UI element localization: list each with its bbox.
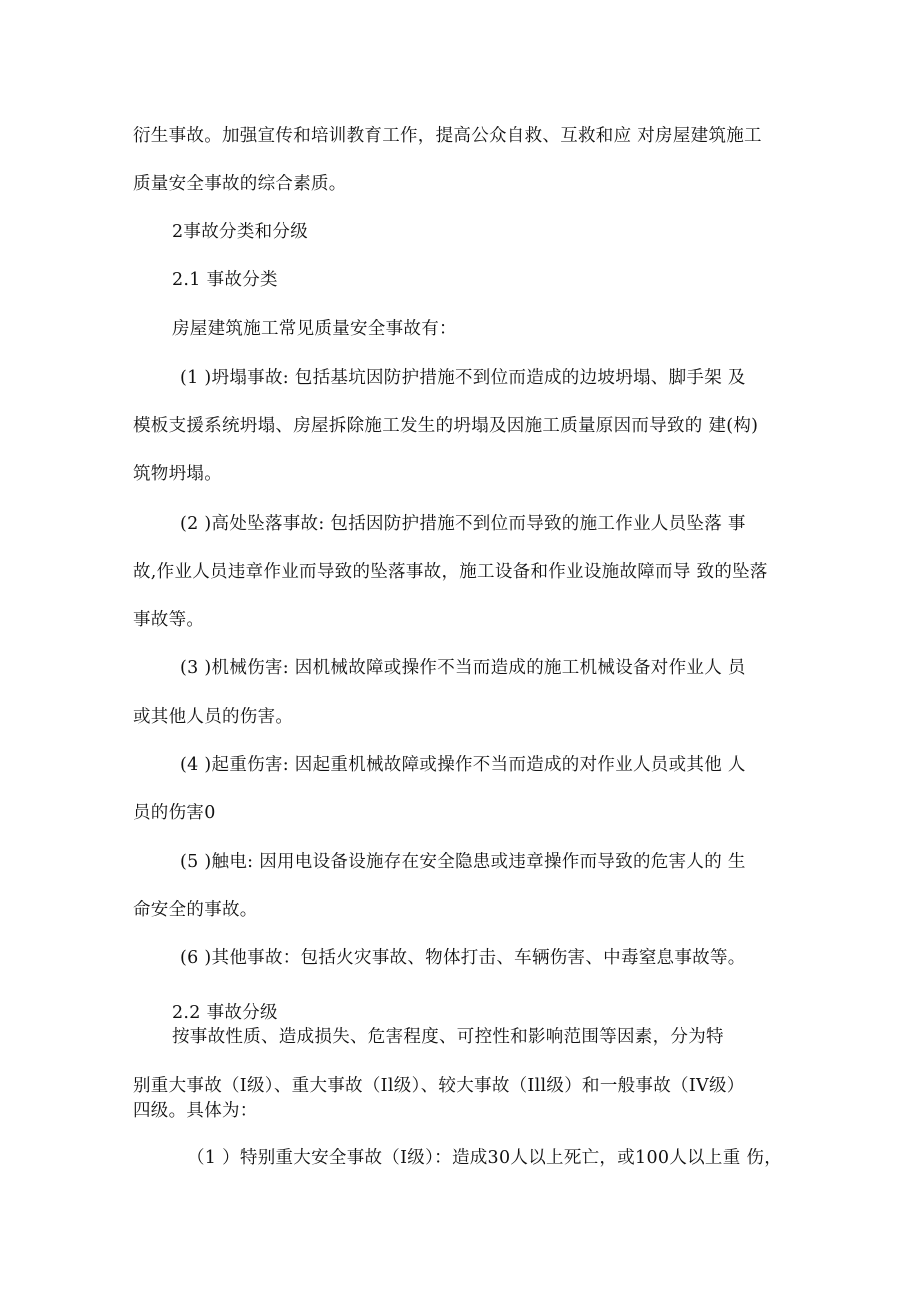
list-item: （1 ）特别重大安全事故（I级）：造成30人以上死亡，或100人以上重 伤， [187,1148,782,1168]
text-line: 或其他人员的伤害。 [133,707,294,727]
text-line: 事故等。 [133,610,205,630]
list-item: (1 )坍塌事故: 包括基坑因防护措施不到位而造成的边坡坍塌、脚手架 及 [180,368,746,388]
list-item: (5 )触电: 因用电设备设施存在安全隐患或违章操作而导致的危害人的 生 [180,852,746,872]
text-line: 故,作业人员违章作业而导致的坠落事故，施工设备和作业设施故障而导 致的坠落 [133,562,768,582]
text-line: 命安全的事故。 [133,900,258,920]
list-item: (3 )机械伤害: 因机械故障或操作不当而造成的施工机械设备对作业人 员 [180,658,746,678]
list-item: (4 )起重伤害: 因起重机械故障或操作不当而造成的对作业人员或其他 人 [180,755,746,775]
list-item: (6 )其他事故：包括火灾事故、物体打击、车辆伤害、中毒窒息事故等。 [180,948,746,968]
text-line: 质量安全事故的综合素质。 [133,174,347,194]
text-line: 衍生事故。加强宣传和培训教育工作，提高公众自救、互救和应 对房屋建筑施工 [133,126,762,146]
text-line: 四级。具体为： [133,1101,258,1121]
section-heading: 2事故分类和分级 [172,222,309,242]
text-line: 房屋建筑施工常见质量安全事故有： [172,319,457,339]
list-item: (2 )高处坠落事故: 包括因防护措施不到位而导致的施工作业人员坠落 事 [180,514,746,534]
subsection-heading: 2.1 事故分类 [172,270,278,290]
text-line: 员的伤害0 [133,803,216,823]
text-line: 按事故性质、造成损失、危害程度、可控性和影响范围等因素，分为特 [172,1027,724,1047]
text-line: 别重大事故（I级）、重大事故（Il级）、较大事故（Ill级）和一般事故（IV级） [133,1076,745,1096]
text-line: 筑物坍塌。 [133,464,222,484]
subsection-heading: 2.2 事故分级 [172,1003,278,1023]
text-line: 模板支援系统坍塌、房屋拆除施工发生的坍塌及因施工质量原因而导致的 建(构) [133,416,759,436]
